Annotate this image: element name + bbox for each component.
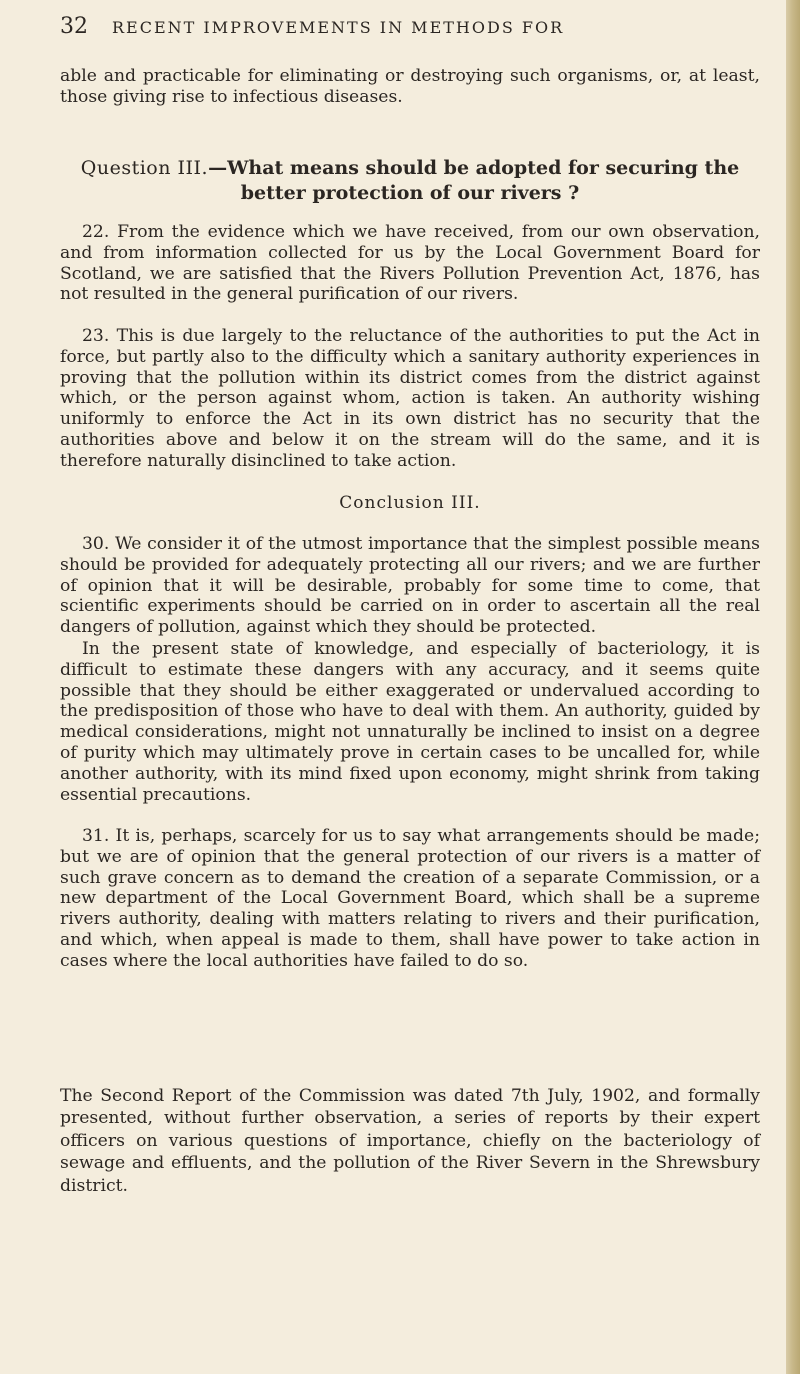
paragraph-23 bbox=[60, 326, 760, 472]
paragraph-22 bbox=[60, 222, 760, 305]
paragraph-23-text: 23. This is due largely to the reluctance of the authorities to put the Act in force, but partly also to the difficulty which a sanitary authority experiences in proving that the pollution within its district comes from the district against which, or the person against whom, action is taken. An authority wishing uniformly to enforce the Act in its own district has no security that the authorities above and below it on the stream will do the same, and it is therefore naturally disinclined to take action. bbox=[60, 326, 760, 471]
question-heading bbox=[60, 156, 760, 206]
closing-block bbox=[60, 1085, 760, 1197]
question-text bbox=[60, 156, 760, 206]
paragraph-22-text: 22. From the evidence which we have received, from our own observation, and from information collected for us by the Local Government Board for Scotland, we are satisfied that the Rivers Pollution Prevention Act, 1876, has not resulted in the general purification of our rivers. bbox=[60, 222, 760, 305]
paragraph-31-text: 31. It is, perhaps, scarcely for us to say what arrangements should be made; but we are of opinion that the general protection of our rivers is a matter of such grave concern as to demand the creation of a separate Commission, or a new department of the Local Government Board, which shall be a supreme rivers authority, dealing with matters relating to rivers and their purification, and which, when appeal is made to them, shall have power to take action in cases where the local authorities have failed to do so. bbox=[60, 826, 760, 971]
conclusion-heading-text: Conclusion III. bbox=[339, 493, 481, 513]
question-body: —What means should be adopted for securing the better protection of our rivers ? bbox=[208, 157, 740, 204]
paragraph-31 bbox=[60, 826, 760, 972]
paragraph-30b bbox=[60, 639, 760, 805]
intro-paragraph: able and practicable for eliminating or destroying such organisms, or, at least, those giving rise to infectious diseases. bbox=[60, 66, 760, 107]
intro-block bbox=[60, 66, 760, 108]
paragraph-30b-text: In the present state of knowledge, and especially of bacteriology, it is difficult to estimate these dangers with any accuracy, and it seems quite possible that they should be either exaggerated or undervalued according to the predisposition of those who have to deal with them. An authority, guided by medical considerations, might not unnaturally be inclined to insist on a degree of purity which may ultimately prove in certain cases to be uncalled for, while another authority, with its mind fixed upon economy, might shrink from taking essential precautions. bbox=[60, 639, 760, 805]
closing-paragraph: The Second Report of the Commission was dated 7th July, 1902, and formally presented, without further observation, a series of reports by their expert officers on various questions of importance, chiefly on the bacteriology of sewage and effluents, and the pollution of the River Severn in the Shrewsbury district. bbox=[60, 1086, 760, 1196]
paragraph-30 bbox=[60, 534, 760, 638]
running-header bbox=[60, 14, 760, 39]
question-label: Question III. bbox=[80, 157, 209, 179]
page-number: 32 bbox=[60, 14, 88, 39]
paragraph-30-text: 30. We consider it of the utmost importance that the simplest possible means should be provided for adequately protecting all our rivers; and we are further of opinion that it will be desirable, probably for some time to come, that scientific experiments should be carried on in order to ascertain all the real dangers of pollution, against which they should be protected. bbox=[60, 534, 760, 638]
running-title: RECENT IMPROVEMENTS IN METHODS FOR bbox=[112, 18, 565, 37]
page-edge bbox=[786, 0, 800, 1374]
conclusion-heading bbox=[60, 493, 760, 513]
